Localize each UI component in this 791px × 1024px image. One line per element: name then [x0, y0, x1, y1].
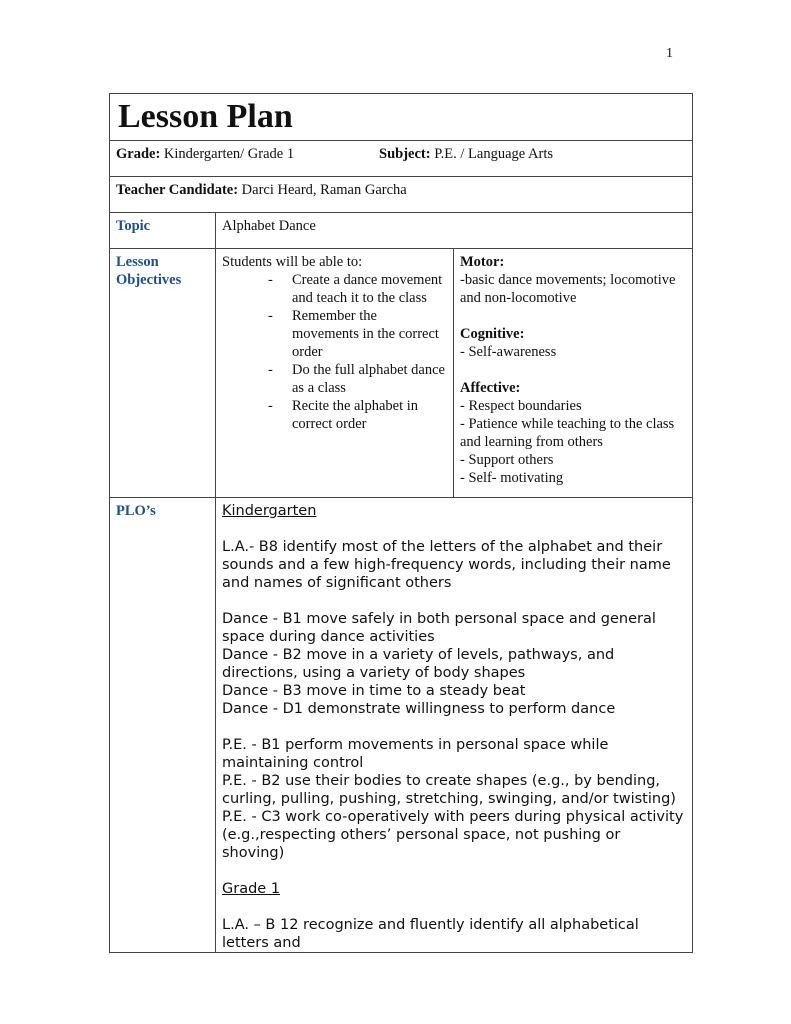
plos-content-cell	[216, 498, 693, 953]
topic-label: Topic	[110, 213, 216, 249]
list-item	[268, 307, 447, 361]
objectives-list	[222, 271, 447, 433]
title-cell	[110, 94, 693, 141]
plo-pe-item: P.E. - C3 work co-operatively with peers during physical activity (e.g.,respecting others’ personal space, not pushing or shoving)	[222, 809, 684, 861]
objective-text: Recite the alphabet in correct order	[292, 398, 419, 432]
list-item	[268, 361, 447, 397]
list-item	[268, 271, 447, 307]
objectives-intro: Students will be able to:	[222, 254, 363, 270]
objectives-row	[110, 249, 693, 498]
teacher-row	[110, 177, 693, 213]
plo-pe-item: P.E. - B2 use their bodies to create shapes (e.g., by bending, curling, pulling, pushing, stretching, swinging, and/or twisting)	[222, 773, 676, 807]
objective-text: Do the full alphabet dance as a class	[292, 362, 445, 396]
plo-dance-item: Dance - B2 move in a variety of levels, pathways, and directions, using a variety of body shapes	[222, 647, 615, 681]
grade-value: Kindergarten/ Grade 1	[163, 146, 295, 162]
plos-row	[110, 498, 693, 953]
plo-pe-item: P.E. - B1 perform movements in personal space while maintaining control	[222, 737, 609, 771]
objectives-list-cell	[216, 249, 454, 498]
plo-la-grade1: L.A. – B 12 recognize and fluently identify all alphabetical letters and	[222, 917, 639, 951]
teacher-cell	[110, 177, 693, 213]
subject-field	[379, 145, 553, 163]
objective-text: Create a dance movement and teach it to the class	[292, 272, 443, 306]
plo-la-kindergarten: L.A.- B8 identify most of the letters of the alphabet and their sounds and a few high-frequency words, including their name and names of significant others	[222, 539, 671, 591]
objective-text: Remember the movements in the correct order	[292, 308, 439, 360]
subject-value: P.E. / Language Arts	[434, 146, 553, 162]
page-number: 1	[666, 46, 673, 61]
cognitive-heading: Cognitive:	[460, 326, 525, 342]
plo-dance-item: Dance - B1 move safely in both personal space and general space during dance activities	[222, 611, 656, 645]
topic-value: Alphabet Dance	[216, 213, 693, 249]
teacher-value: Darci Heard, Raman Garcha	[241, 182, 407, 198]
bullet-dash: -	[268, 362, 273, 378]
affective-line: - Respect boundaries	[460, 398, 582, 414]
grade-subject-row	[110, 141, 693, 177]
affective-line: - Patience while teaching to the class and learning from others	[460, 416, 675, 450]
plos-label: PLO’s	[110, 498, 216, 953]
title-row	[110, 94, 693, 141]
motor-line: -basic dance movements; locomotive and non-locomotive	[460, 272, 676, 306]
plo-dance-item: Dance - B3 move in time to a steady beat	[222, 683, 526, 699]
topic-row	[110, 213, 693, 249]
teacher-label: Teacher Candidate:	[116, 182, 239, 198]
bullet-dash: -	[268, 272, 273, 288]
cognitive-line: - Self-awareness	[460, 344, 557, 360]
objectives-domains-cell	[454, 249, 693, 498]
kindergarten-heading: Kindergarten	[222, 503, 317, 519]
subject-label: Subject:	[379, 146, 431, 162]
grade1-heading: Grade 1	[222, 881, 281, 897]
plo-dance-item: Dance - D1 demonstrate willingness to perform dance	[222, 701, 616, 717]
bullet-dash: -	[268, 308, 273, 324]
lesson-plan-table	[109, 93, 693, 953]
affective-line: - Support others	[460, 452, 554, 468]
grade-label: Grade:	[116, 146, 161, 162]
bullet-dash: -	[268, 398, 273, 414]
document-title: Lesson Plan	[118, 98, 293, 135]
objectives-label: Lesson Objectives	[110, 249, 216, 498]
affective-line: - Self- motivating	[460, 470, 564, 486]
grade-subject-cell	[110, 141, 693, 177]
motor-heading: Motor:	[460, 254, 505, 270]
affective-heading: Affective:	[460, 380, 521, 396]
list-item	[268, 397, 447, 433]
